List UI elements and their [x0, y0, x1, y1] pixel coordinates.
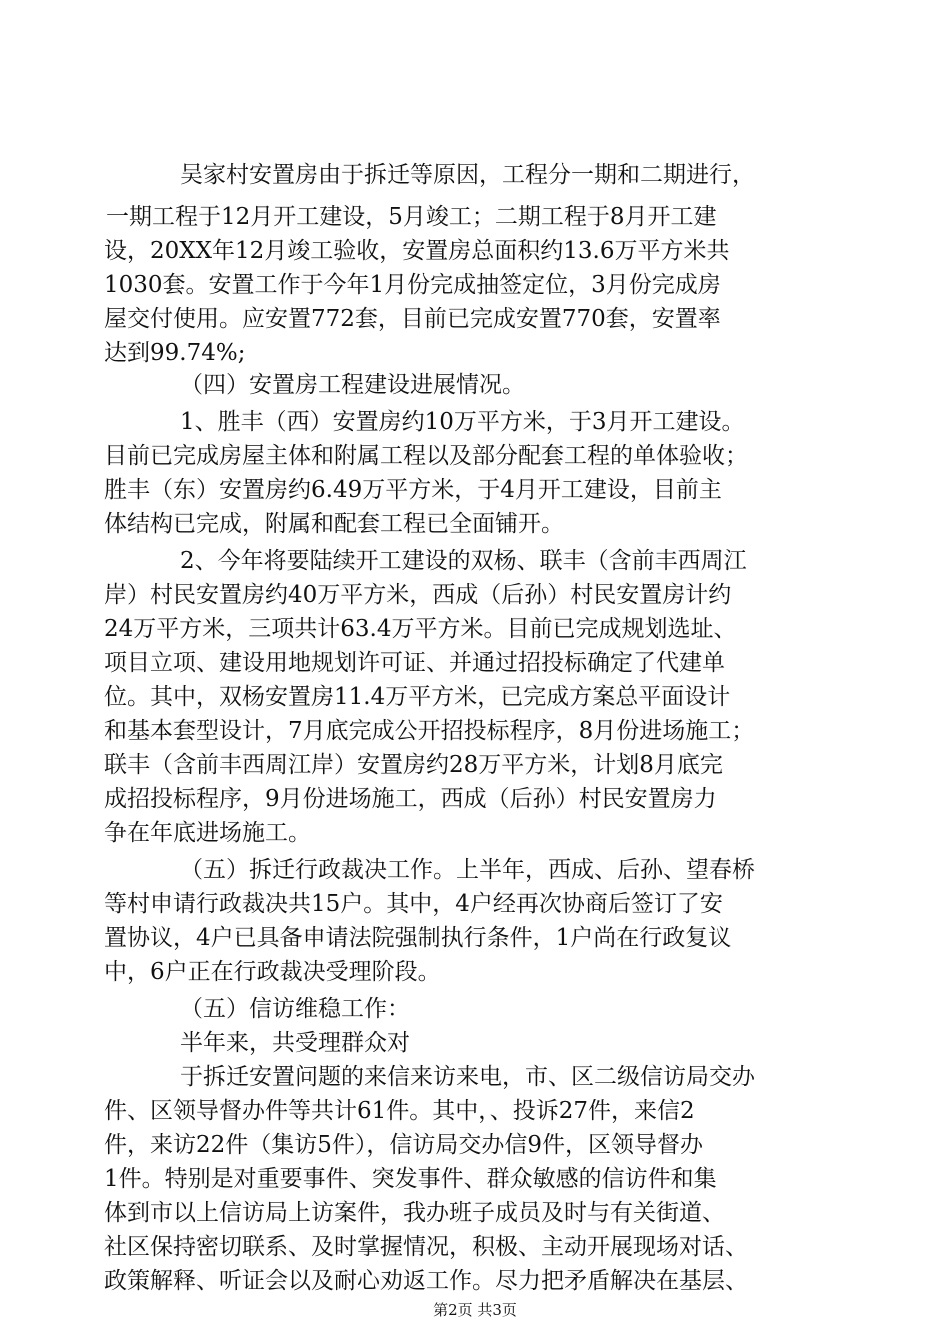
- text-line: 吴家村安置房由于拆迁等原因，工程分一期和二期进行，: [180, 162, 755, 188]
- text-line: 设，20XX年12月竣工验收，安置房总面积约13.6万平方米共: [104, 238, 730, 264]
- text-line: 1、胜丰（西）安置房约10万平方米，于3月开工建设。: [180, 409, 745, 435]
- text-line: 项目立项、建设用地规划许可证、并通过招投标确定了代建单: [104, 650, 725, 676]
- text-line: 岸）村民安置房约40万平方米，西成（后孙）村民安置房计约: [104, 582, 732, 608]
- text-line: 24万平方米，三项共计63.4万平方米。目前已完成规划选址、: [104, 616, 737, 642]
- text-line: 联丰（含前丰西周江岸）安置房约28万平方米，计划8月底完: [104, 752, 723, 778]
- text-line: 于拆迁安置问题的来信来访来电，市、区二级信访局交办: [180, 1064, 755, 1090]
- text-line: 1030套。安置工作于今年1月份完成抽签定位，3月份完成房: [104, 272, 721, 298]
- text-line: 胜丰（东）安置房约6.49万平方米，于4月开工建设，目前主: [104, 477, 722, 503]
- text-line: 半年来，共受理群众对: [180, 1030, 410, 1056]
- text-line: 2、今年将要陆续开工建设的双杨、联丰（含前丰西周江: [180, 548, 747, 574]
- section-heading: （四）安置房工程建设进展情况。: [180, 372, 525, 398]
- text-line: 件、区领导督办件等共计61件。其中，、投诉27件，来信2: [104, 1098, 695, 1124]
- page-footer: 第2页 共3页: [433, 1301, 517, 1319]
- text-line: 争在年底进场施工。: [104, 820, 311, 846]
- text-line: 一期工程于12月开工建设，5月竣工；二期工程于8月开工建: [106, 204, 717, 230]
- text-line: 政策解释、听证会以及耐心劝返工作。尽力把矛盾解决在基层、: [104, 1268, 748, 1294]
- section-heading: （五）拆迁行政裁决工作。上半年，西成、后孙、望春桥: [180, 857, 755, 883]
- text-line: 件，来访22件（集访5件），信访局交办信9件，区领导督办: [104, 1132, 704, 1158]
- text-line: 1件。特别是对重要事件、突发事件、群众敏感的信访件和集: [104, 1166, 717, 1192]
- text-line: 置协议，4户已具备申请法院强制执行条件，1户尚在行政复议: [104, 925, 732, 951]
- text-line: 和基本套型设计，7月底完成公开招投标程序，8月份进场施工；: [104, 718, 755, 744]
- text-line: 中，6户正在行政裁决受理阶段。: [104, 959, 441, 985]
- text-line: 成招投标程序，9月份进场施工，西成（后孙）村民安置房力: [104, 786, 717, 812]
- text-line: 社区保持密切联系、及时掌握情况，积极、主动开展现场对话、: [104, 1234, 748, 1260]
- text-line: 达到99.74%;: [104, 340, 246, 366]
- text-line: 体结构已完成，附属和配套工程已全面铺开。: [104, 511, 564, 537]
- text-line: 体到市以上信访局上访案件，我办班子成员及时与有关街道、: [104, 1200, 725, 1226]
- section-heading: （五）信访维稳工作：: [180, 996, 410, 1022]
- text-line: 等村申请行政裁决共15户。其中，4户经再次协商后签订了安: [104, 891, 723, 917]
- text-line: 目前已完成房屋主体和附属工程以及部分配套工程的单体验收；: [104, 443, 748, 469]
- text-line: 位。其中，双杨安置房11.4万平方米，已完成方案总平面设计: [104, 684, 731, 710]
- text-line: 屋交付使用。应安置772套，目前已完成安置770套，安置率: [104, 306, 721, 332]
